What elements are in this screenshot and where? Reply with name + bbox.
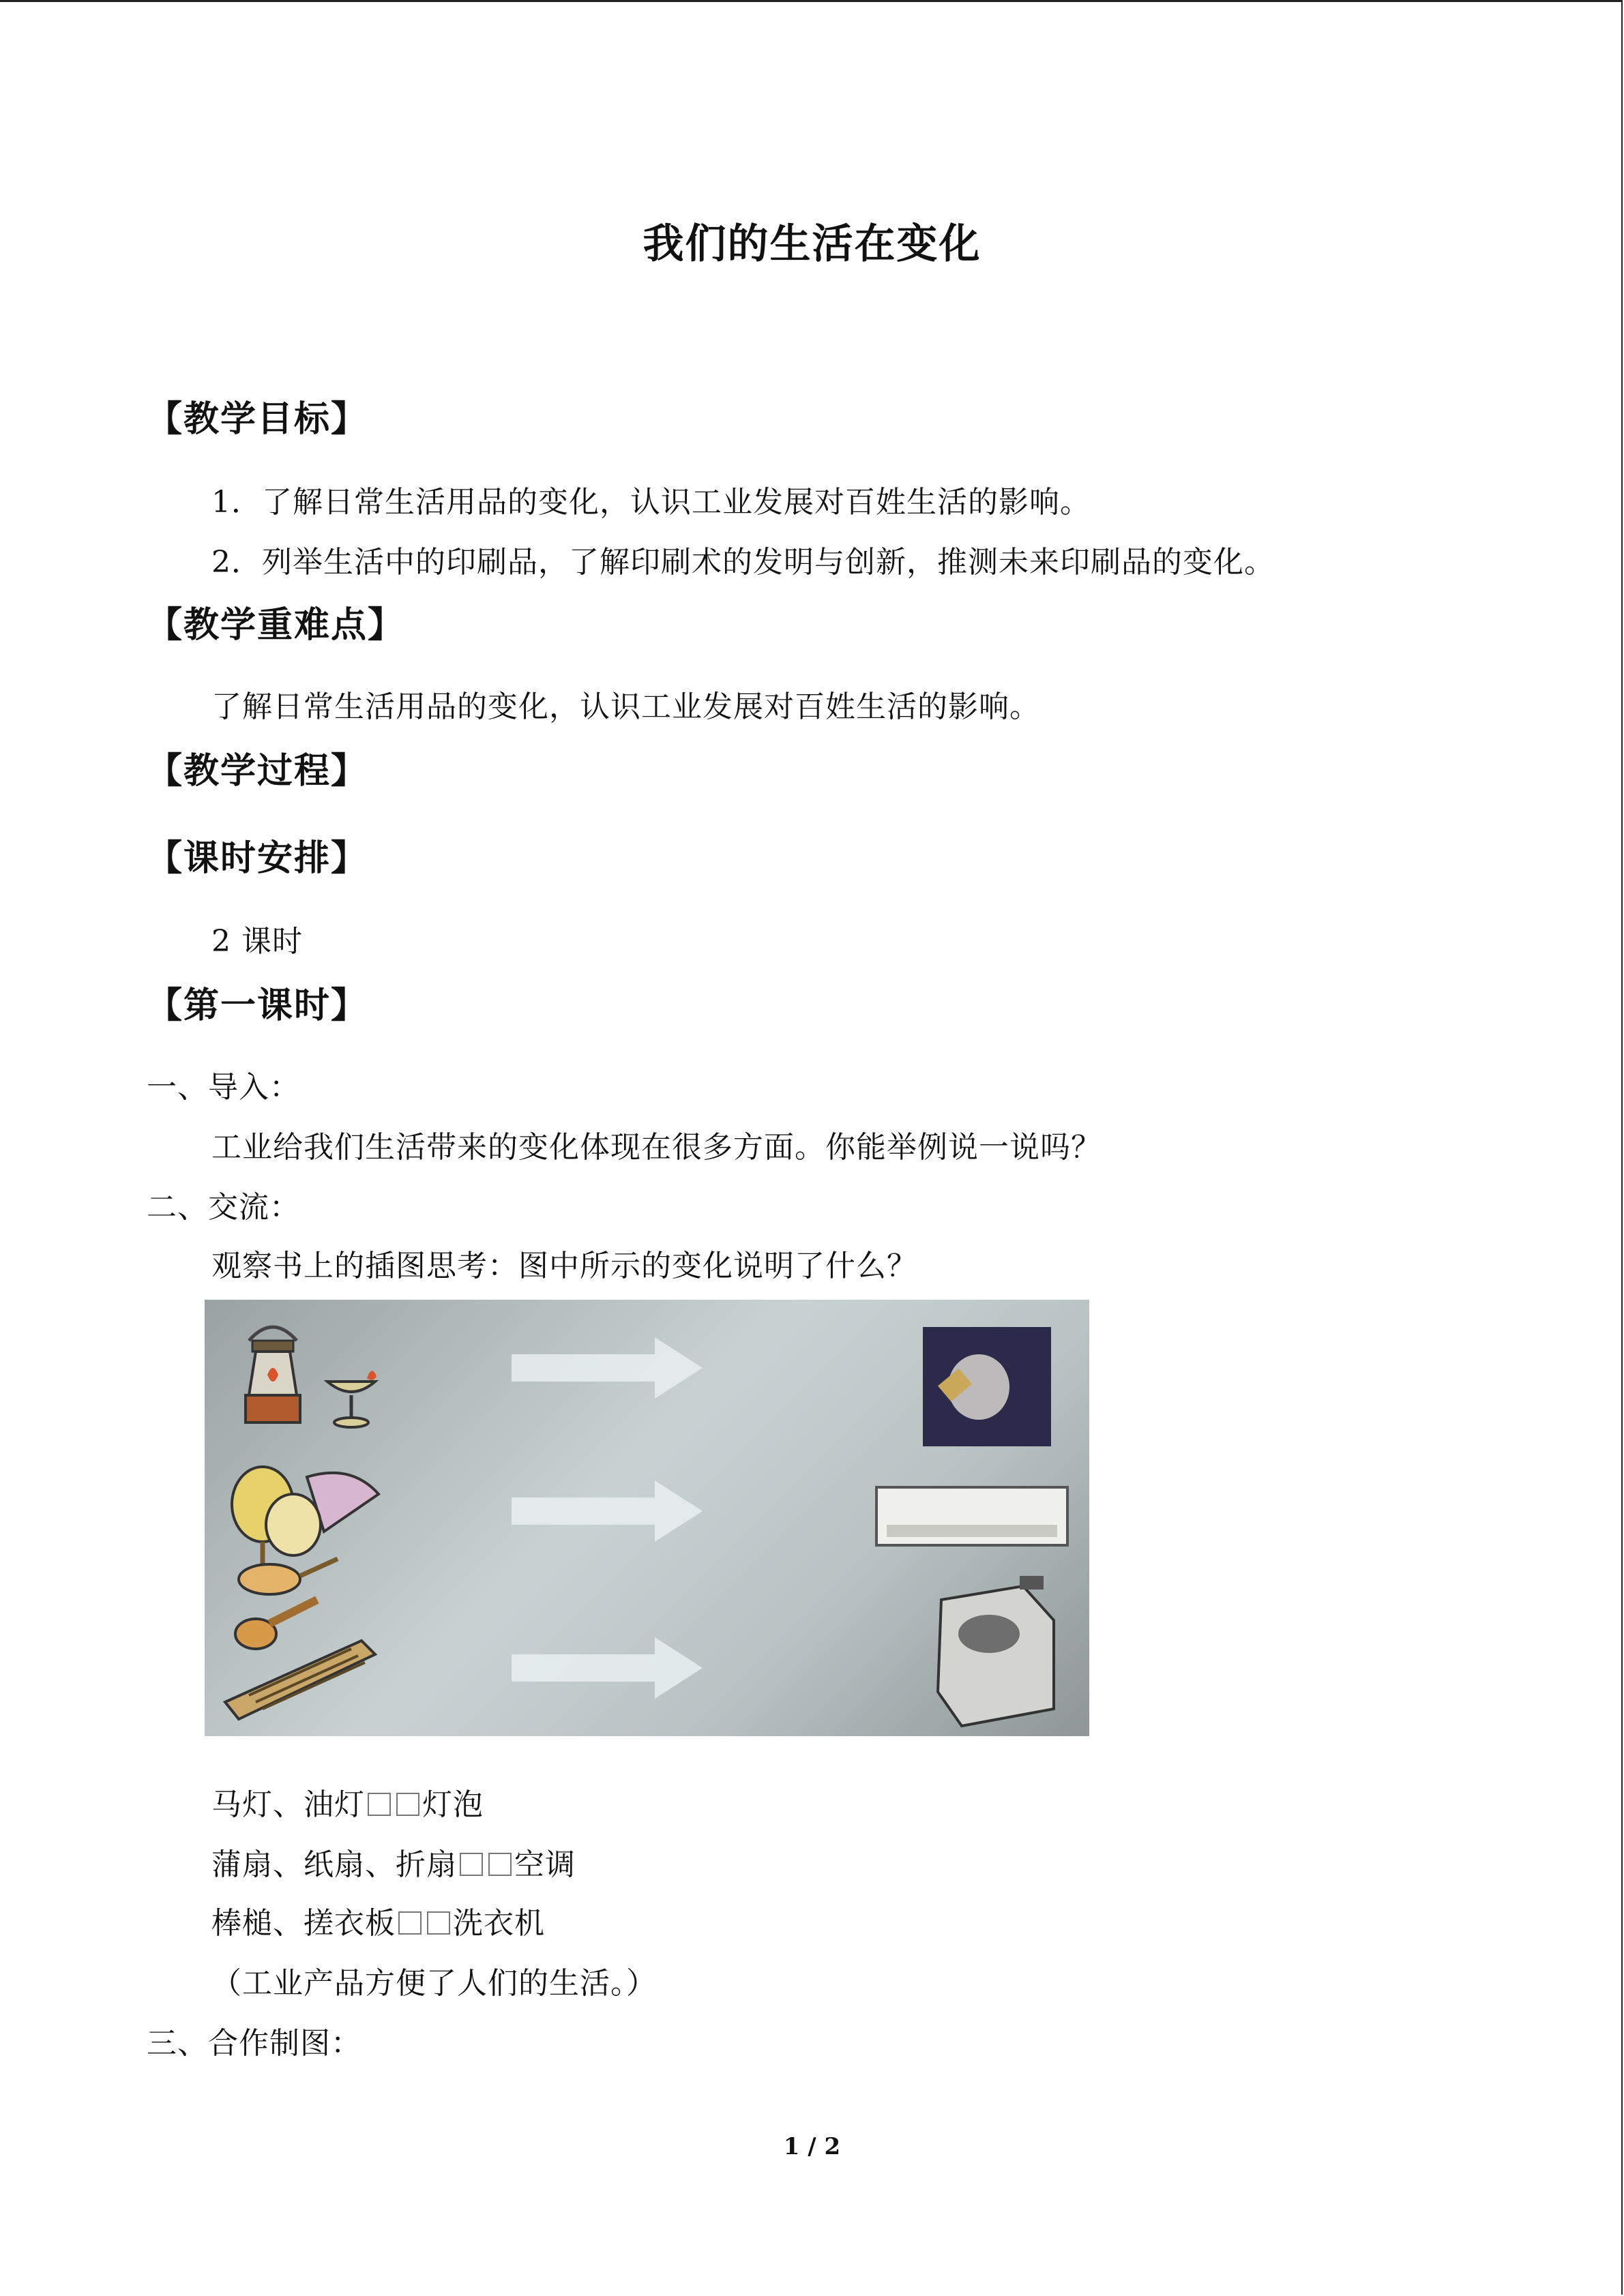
heading-objectives: 【教学目标】 (147, 398, 368, 440)
change-1-left: 马灯、油灯 (211, 1787, 365, 1822)
page-number: 1 / 2 (783, 2133, 841, 2160)
arrows (512, 1337, 703, 1699)
arrow-1-icon (512, 1337, 703, 1399)
heading-schedule: 【课时安排】 (147, 837, 368, 879)
lantern-icon (246, 1327, 300, 1422)
change-3-left: 棒槌、搓衣板 (211, 1906, 396, 1941)
schedule-text: 2 课时 (211, 924, 303, 959)
change-row-cooling (211, 1840, 576, 1883)
change-1-right: 灯泡 (422, 1787, 484, 1822)
placeholder-box-icon (488, 1853, 512, 1876)
change-row-lighting (211, 1780, 484, 1823)
part1-text: 工业给我们生活带来的变化体现在很多方面。你能举例说一说吗？ (211, 1130, 1102, 1165)
arrow-3-icon (512, 1637, 703, 1699)
light-bulb-icon (923, 1327, 1051, 1446)
part1-title: 一、导入： (147, 1070, 300, 1105)
document-title: 我们的生活在变化 (643, 220, 981, 268)
air-conditioner-icon (876, 1487, 1067, 1545)
placeholder-box-icon (460, 1853, 483, 1876)
heading-key-points: 【教学重难点】 (147, 604, 405, 646)
placeholder-box-icon (396, 1793, 419, 1816)
part2-text: 观察书上的插图思考：图中所示的变化说明了什么？ (211, 1249, 917, 1283)
heading-first-lesson: 【第一课时】 (147, 985, 368, 1026)
part3-title: 三、合作制图： (147, 2026, 361, 2061)
heading-process: 【教学过程】 (147, 750, 368, 792)
part2-title: 二、交流： (147, 1190, 300, 1225)
conclusion-text: （工业产品方便了人们的生活。） (211, 1966, 657, 2001)
oil-lamp-icon (327, 1371, 377, 1427)
change-3-right: 洗衣机 (453, 1906, 545, 1941)
objective-1: 1．了解日常生活用品的变化，认识工业发展对百姓生活的影响。 (211, 485, 1091, 520)
placeholder-box-icon (398, 1911, 422, 1935)
illustration-daily-items-change (205, 1300, 1089, 1736)
washing-machine-icon (938, 1576, 1054, 1726)
change-row-washing (211, 1898, 545, 1942)
key-points-text: 了解日常生活用品的变化，认识工业发展对百姓生活的影响。 (211, 689, 1040, 724)
illustration-svg (205, 1300, 1089, 1736)
washboard-icon (225, 1600, 375, 1719)
change-2-left: 蒲扇、纸扇、折扇 (211, 1847, 457, 1882)
arrow-2-icon (512, 1480, 703, 1542)
objective-2: 2．列举生活中的印刷品，了解印刷术的发明与创新，推测未来印刷品的变化。 (211, 545, 1275, 580)
change-2-right: 空调 (514, 1847, 576, 1882)
placeholder-box-icon (368, 1793, 391, 1816)
fans-icon (232, 1467, 379, 1594)
placeholder-box-icon (427, 1911, 450, 1935)
